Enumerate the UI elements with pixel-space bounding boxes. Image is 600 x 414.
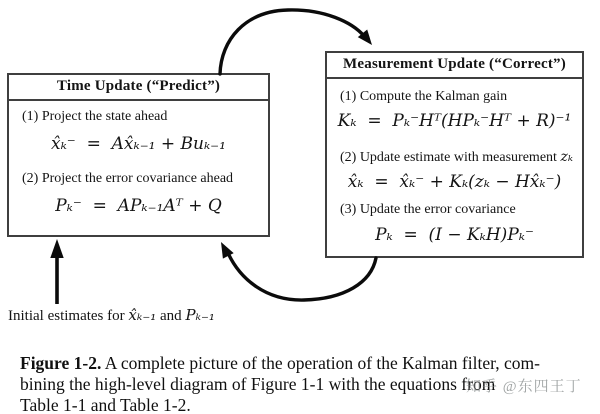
- measurement-update-equation-2: x̂ₖ = x̂ₖ⁻ + Kₖ(zₖ − Hx̂ₖ⁻): [347, 172, 562, 192]
- measurement-update-box: [325, 51, 584, 258]
- initial-estimates-math-p: Pₖ₋₁: [185, 306, 215, 324]
- time-update-box: [7, 73, 270, 237]
- measurement-update-step3-label: (3) Update the error covariance: [340, 202, 516, 217]
- initial-estimates-arrow: [50, 239, 63, 304]
- measurement-update-equation-1: Kₖ = Pₖ⁻Hᵀ(HPₖ⁻Hᵀ + R)⁻¹: [337, 111, 572, 131]
- figure-caption-line1: A complete picture of the operation of the Kalman filter, com-: [104, 353, 540, 373]
- cycle-arrow-bottom-head: [221, 242, 234, 259]
- measurement-update-title: Measurement Update (“Correct”): [327, 53, 582, 79]
- initial-estimates-math-x: x̂ₖ₋₁: [128, 306, 157, 324]
- initial-estimates-mid: and: [160, 308, 182, 324]
- measurement-update-step2-math: zₖ: [560, 149, 573, 165]
- initial-estimates-arrow-head: [50, 239, 63, 258]
- time-update-step1-label: (1) Project the state ahead: [22, 109, 168, 124]
- cycle-arrow-top-head: [358, 30, 372, 46]
- time-update-equation-2: Pₖ⁻ = APₖ₋₁Aᵀ + Q: [55, 196, 222, 216]
- figure-caption-line2: bining the high-level diagram of Figure 1-1 with the equations from: [20, 374, 496, 394]
- time-update-equation-1: x̂ₖ⁻ = Ax̂ₖ₋₁ + Buₖ₋₁: [51, 134, 226, 154]
- measurement-update-step2-label: [327, 149, 582, 166]
- initial-estimates-prefix: Initial estimates for: [8, 308, 125, 324]
- measurement-update-equation-3: Pₖ = (I − KₖH)Pₖ⁻: [375, 225, 534, 245]
- figure-caption-label: Figure 1-2.: [20, 353, 102, 373]
- time-update-step2-label: (2) Project the error covariance ahead: [22, 171, 234, 186]
- measurement-update-step2-text: (2) Update estimate with measurement: [340, 150, 557, 165]
- time-update-title: Time Update (“Predict”): [9, 75, 268, 101]
- figure-caption-line3: Table 1-1 and Table 1-2.: [20, 395, 191, 414]
- watermark-text: 知乎 @东四王丁: [466, 379, 582, 395]
- measurement-update-step1-label: (1) Compute the Kalman gain: [340, 89, 508, 104]
- initial-estimates-note: [8, 306, 215, 325]
